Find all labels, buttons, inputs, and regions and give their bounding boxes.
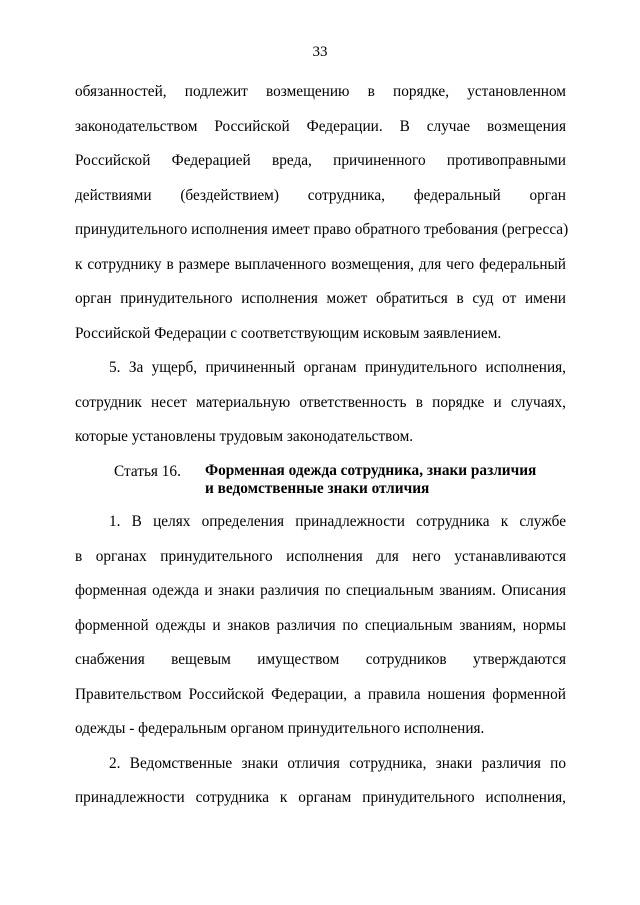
text-line: одежды - федеральным органом принудительного исполнения. [75,720,485,737]
text-line: Российской Федерацией вреда, причиненного противоправными [75,152,566,169]
text-line: форменной одежды и знаков различия по специальным званиям, нормы [75,617,566,634]
page-number: 33 [312,44,328,60]
article-title-line: Форменная одежда сотрудника, знаки различия [205,462,537,479]
article-title-line: и ведомственные знаки отличия [205,480,430,497]
text-line: принадлежности сотрудника к органам принудительного исполнения, [75,789,566,806]
text-line: которые установлены трудовым законодательством. [75,428,414,445]
text-line: законодательством Российской Федерации. В случае возмещения [75,118,566,135]
text-line: действиями (бездействием) сотрудника, федеральный орган [75,187,566,204]
text-line: Правительством Российской Федерации, а правила ношения форменной [75,686,566,703]
text-line: 5. За ущерб, причиненный органам принудительного исполнения, [109,359,566,376]
text-line: Российской Федерации с соответствующим исковым заявлением. [75,325,502,342]
text-line: сотрудник несет материальную ответственность в порядке и случаях, [75,394,566,411]
text-line: обязанностей, подлежит возмещению в порядке, установленном [75,83,566,100]
text-line: орган принудительного исполнения может обратиться в суд от имени [75,290,566,307]
text-line: в органах принудительного исполнения для него устанавливаются [75,548,566,565]
text-line: форменная одежда и знаки различия по специальным званиям. Описания [75,582,566,599]
text-line: к сотруднику в размере выплаченного возмещения, для чего федеральный [75,256,566,273]
text-line: принудительного исполнения имеет право обратного требования (регресса) [75,221,569,238]
text-line: 2. Ведомственные знаки отличия сотрудника, знаки различия по [109,755,566,772]
article-label: Статья 16. [114,463,181,480]
text-line: снабжения вещевым имуществом сотрудников утверждаются [75,651,566,668]
article-title [205,462,545,498]
text-line: 1. В целях определения принадлежности сотрудника к службе [109,513,566,530]
